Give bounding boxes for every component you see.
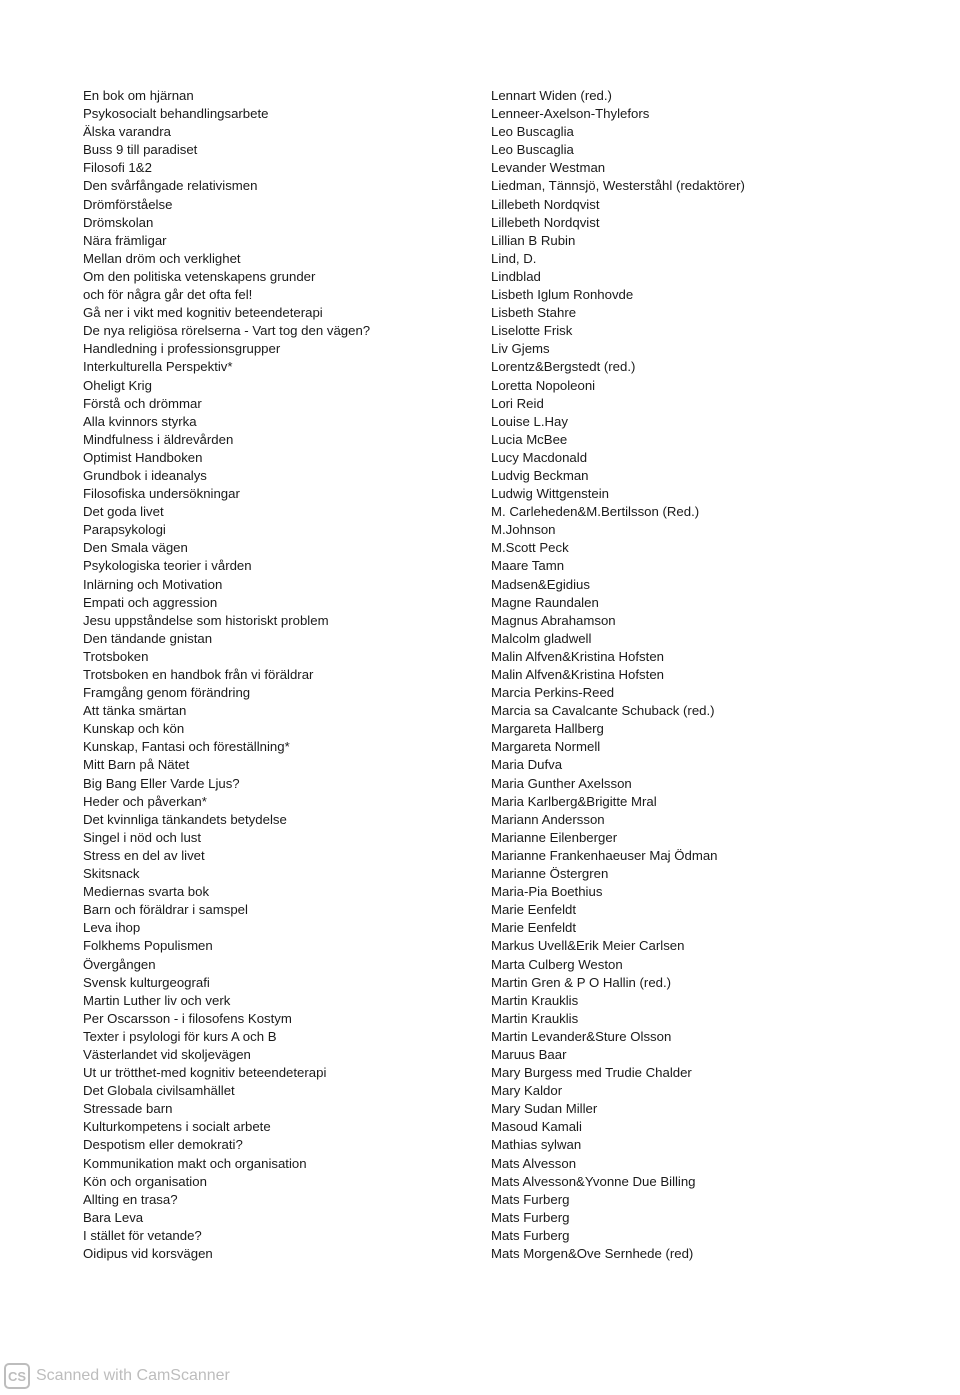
book-author: Margareta Normell xyxy=(491,739,601,755)
book-author: Maria Dufva xyxy=(491,757,563,773)
book-title: Kön och organisation xyxy=(83,1173,207,1189)
book-title: Martin Luther liv och verk xyxy=(83,992,231,1008)
book-author: Lenneer-Axelson-Thylefors xyxy=(491,106,650,122)
book-author: Marcia Perkins-Reed xyxy=(491,685,615,701)
book-author: Martin Krauklis xyxy=(491,992,579,1008)
book-title: Kulturkompetens i socialt arbete xyxy=(83,1119,271,1135)
book-author: Loretta Nopoleoni xyxy=(491,377,596,393)
book-title: Inlärning och Motivation xyxy=(83,576,223,592)
book-title: Det Globala civilsamhället xyxy=(83,1083,235,1099)
book-title: Trotsboken en handbok från vi föräldrar xyxy=(83,667,314,682)
book-author: Mats Furberg xyxy=(491,1227,570,1243)
book-author: Maria-Pia Boethius xyxy=(491,884,603,900)
book-title: Förstå och drömmar xyxy=(83,395,202,411)
book-author: Marta Culberg Weston xyxy=(491,956,623,972)
book-title: Om den politiska vetenskapens grunder xyxy=(83,268,316,284)
book-author: Magnus Abrahamson xyxy=(491,612,616,628)
book-author: Liselotte Frisk xyxy=(491,323,573,339)
book-title: Alla kvinnors styrka xyxy=(83,413,197,429)
book-author: M.Scott Peck xyxy=(491,540,569,556)
book-author: Lucy Macdonald xyxy=(491,449,588,465)
book-title: Psykologiska teorier i vården xyxy=(83,558,252,574)
book-title: Psykosocialt behandlingsarbete xyxy=(83,106,269,122)
book-title: Den Smala vägen xyxy=(83,540,188,556)
book-author: Lucia McBee xyxy=(491,431,568,447)
book-author: Marianne Östergren xyxy=(491,866,609,882)
book-author: Levander Westman xyxy=(491,160,606,176)
book-author: Malcolm gladwell xyxy=(491,630,592,646)
book-title: Singel i nöd och lust xyxy=(83,829,202,845)
book-author: Lennart Widen (red.) xyxy=(491,88,612,103)
book-title: Att tänka smärtan xyxy=(83,703,187,719)
book-author: Mathias sylwan xyxy=(491,1137,582,1153)
book-title: Allting en trasa? xyxy=(83,1191,178,1207)
book-title: Den svårfångade relativismen xyxy=(83,178,258,194)
book-title: Oheligt Krig xyxy=(83,377,152,393)
book-author: Marianne Eilenberger xyxy=(491,829,618,845)
book-title: Grundbok i ideanalys xyxy=(83,467,207,483)
book-author: Lillian B Rubin xyxy=(491,232,576,248)
book-title: Västerlandet vid skoljevägen xyxy=(83,1046,251,1062)
book-title: Handledning i professionsgrupper xyxy=(83,341,281,357)
book-title: Buss 9 till paradiset xyxy=(83,142,198,158)
book-title: Mindfulness i äldrevården xyxy=(83,431,234,447)
book-title: I stället för vetande? xyxy=(83,1227,202,1243)
book-title: Svensk kulturgeografi xyxy=(83,974,210,990)
book-title: Kunskap och kön xyxy=(83,721,185,737)
book-title: Mediernas svarta bok xyxy=(83,884,210,900)
book-author: Marianne Frankenhaeuser Maj Ödman xyxy=(491,847,718,863)
book-author: Marie Eenfeldt xyxy=(491,902,577,918)
book-title: De nya religiösa rörelserna - Vart tog den vägen? xyxy=(83,323,371,339)
book-author: Liedman, Tännsjö, Westerståhl (redaktörer) xyxy=(491,178,745,194)
book-author: Mats Alvesson&Yvonne Due Billing xyxy=(491,1173,696,1189)
author-column xyxy=(491,87,951,1263)
book-author: Leo Buscaglia xyxy=(491,124,574,140)
book-author: Magne Raundalen xyxy=(491,594,599,610)
book-author: Mary Kaldor xyxy=(491,1083,563,1099)
book-title: Gå ner i vikt med kognitiv beteendeterapi xyxy=(83,305,323,321)
book-author: Masoud Kamali xyxy=(491,1119,582,1135)
book-title: och för några går det ofta fel! xyxy=(83,287,253,303)
book-title-column xyxy=(83,87,483,1263)
book-author: Leo Buscaglia xyxy=(491,142,574,158)
book-author: Louise L.Hay xyxy=(491,413,568,429)
book-title: Folkhems Populismen xyxy=(83,938,213,954)
book-title: Nära främligar xyxy=(83,232,167,248)
book-title: Drömförståelse xyxy=(83,196,173,212)
book-title: Bara Leva xyxy=(83,1209,144,1225)
book-title: Empati och aggression xyxy=(83,594,218,610)
book-title: Interkulturella Perspektiv* xyxy=(83,359,233,375)
book-author: Malin Alfven&Kristina Hofsten xyxy=(491,648,664,664)
book-title: Optimist Handboken xyxy=(83,449,203,465)
book-author: Marcia sa Cavalcante Schuback (red.) xyxy=(491,703,715,719)
book-author: Martin Gren & P O Hallin (red.) xyxy=(491,974,672,990)
book-author: Mats Furberg xyxy=(491,1191,570,1207)
book-author: Mariann Andersson xyxy=(491,811,605,827)
book-author: Lorentz&Bergstedt (red.) xyxy=(491,359,636,375)
book-title: Mitt Barn på Nätet xyxy=(83,757,190,773)
book-title: Den tändande gnistan xyxy=(83,630,213,646)
book-title: Det kvinnliga tänkandets betydelse xyxy=(83,811,287,827)
book-title: Big Bang Eller Varde Ljus? xyxy=(83,775,240,791)
book-author: Mary Burgess med Trudie Chalder xyxy=(491,1065,692,1081)
book-author: Liv Gjems xyxy=(491,341,550,357)
book-author: Maruus Baar xyxy=(491,1046,567,1062)
book-title: Kunskap, Fantasi och föreställning* xyxy=(83,739,290,755)
book-author: Maria Karlberg&Brigitte Mral xyxy=(491,793,657,809)
book-title: Det goda livet xyxy=(83,504,164,520)
book-author: Mary Sudan Miller xyxy=(491,1101,598,1117)
book-author: Mats Morgen&Ove Sernhede (red) xyxy=(491,1246,694,1261)
book-title: Drömskolan xyxy=(83,214,154,230)
book-title: Filosofi 1&2 xyxy=(83,160,152,176)
book-title: Oidipus vid korsvägen xyxy=(83,1246,213,1261)
book-author: Markus Uvell&Erik Meier Carlsen xyxy=(491,938,685,954)
book-title: En bok om hjärnan xyxy=(83,88,194,103)
book-author: Ludwig Wittgenstein xyxy=(491,486,610,502)
book-title: Parapsykologi xyxy=(83,522,166,538)
book-title: Stress en del av livet xyxy=(83,847,205,863)
book-author: Martin Krauklis xyxy=(491,1010,579,1026)
book-title: Älska varandra xyxy=(83,124,171,140)
book-author: Lind, D. xyxy=(491,250,537,266)
book-author: Ludvig Beckman xyxy=(491,467,589,483)
watermark-text: Scanned with CamScanner xyxy=(36,1367,230,1384)
camscanner-watermark xyxy=(4,1361,230,1391)
book-title: Per Oscarsson - i filosofens Kostym xyxy=(83,1010,292,1026)
book-author: Lisbeth Iglum Ronhovde xyxy=(491,287,634,303)
book-author: Lori Reid xyxy=(491,395,544,411)
book-title: Jesu uppståndelse som historiskt problem xyxy=(83,612,329,628)
book-title: Mellan dröm och verklighet xyxy=(83,250,241,266)
book-title: Ut ur trötthet-med kognitiv beteendeterapi xyxy=(83,1065,327,1081)
book-title: Despotism eller demokrati? xyxy=(83,1137,243,1153)
camscanner-logo-icon: CS xyxy=(4,1363,30,1389)
book-author: Martin Levander&Sture Olsson xyxy=(491,1028,672,1044)
book-title: Trotsboken xyxy=(83,648,149,664)
book-author: M. Carleheden&M.Bertilsson (Red.) xyxy=(491,504,700,520)
book-title: Stressade barn xyxy=(83,1101,173,1117)
book-author: Maare Tamn xyxy=(491,558,565,574)
book-author: Mats Furberg xyxy=(491,1209,570,1225)
book-author: Maria Gunther Axelsson xyxy=(491,775,632,791)
book-author: Malin Alfven&Kristina Hofsten xyxy=(491,667,664,682)
book-title: Övergången xyxy=(83,956,156,972)
book-title: Heder och påverkan* xyxy=(83,793,207,809)
book-title: Filosofiska undersökningar xyxy=(83,486,240,502)
book-author: Lillebeth Nordqvist xyxy=(491,214,600,230)
book-title: Skitsnack xyxy=(83,866,140,882)
book-author: Madsen&Egidius xyxy=(491,576,590,592)
book-author: Mats Alvesson xyxy=(491,1155,577,1171)
book-title: Leva ihop xyxy=(83,920,141,936)
book-title: Texter i psylologi för kurs A och B xyxy=(83,1028,277,1044)
book-author: Lindblad xyxy=(491,268,541,284)
book-author: Lisbeth Stahre xyxy=(491,305,577,321)
book-author: Lillebeth Nordqvist xyxy=(491,196,600,212)
book-title: Kommunikation makt och organisation xyxy=(83,1155,307,1171)
book-author: M.Johnson xyxy=(491,522,556,538)
book-author: Margareta Hallberg xyxy=(491,721,604,737)
book-author: Marie Eenfeldt xyxy=(491,920,577,936)
book-title: Barn och föräldrar i samspel xyxy=(83,902,248,918)
book-title: Framgång genom förändring xyxy=(83,685,251,701)
